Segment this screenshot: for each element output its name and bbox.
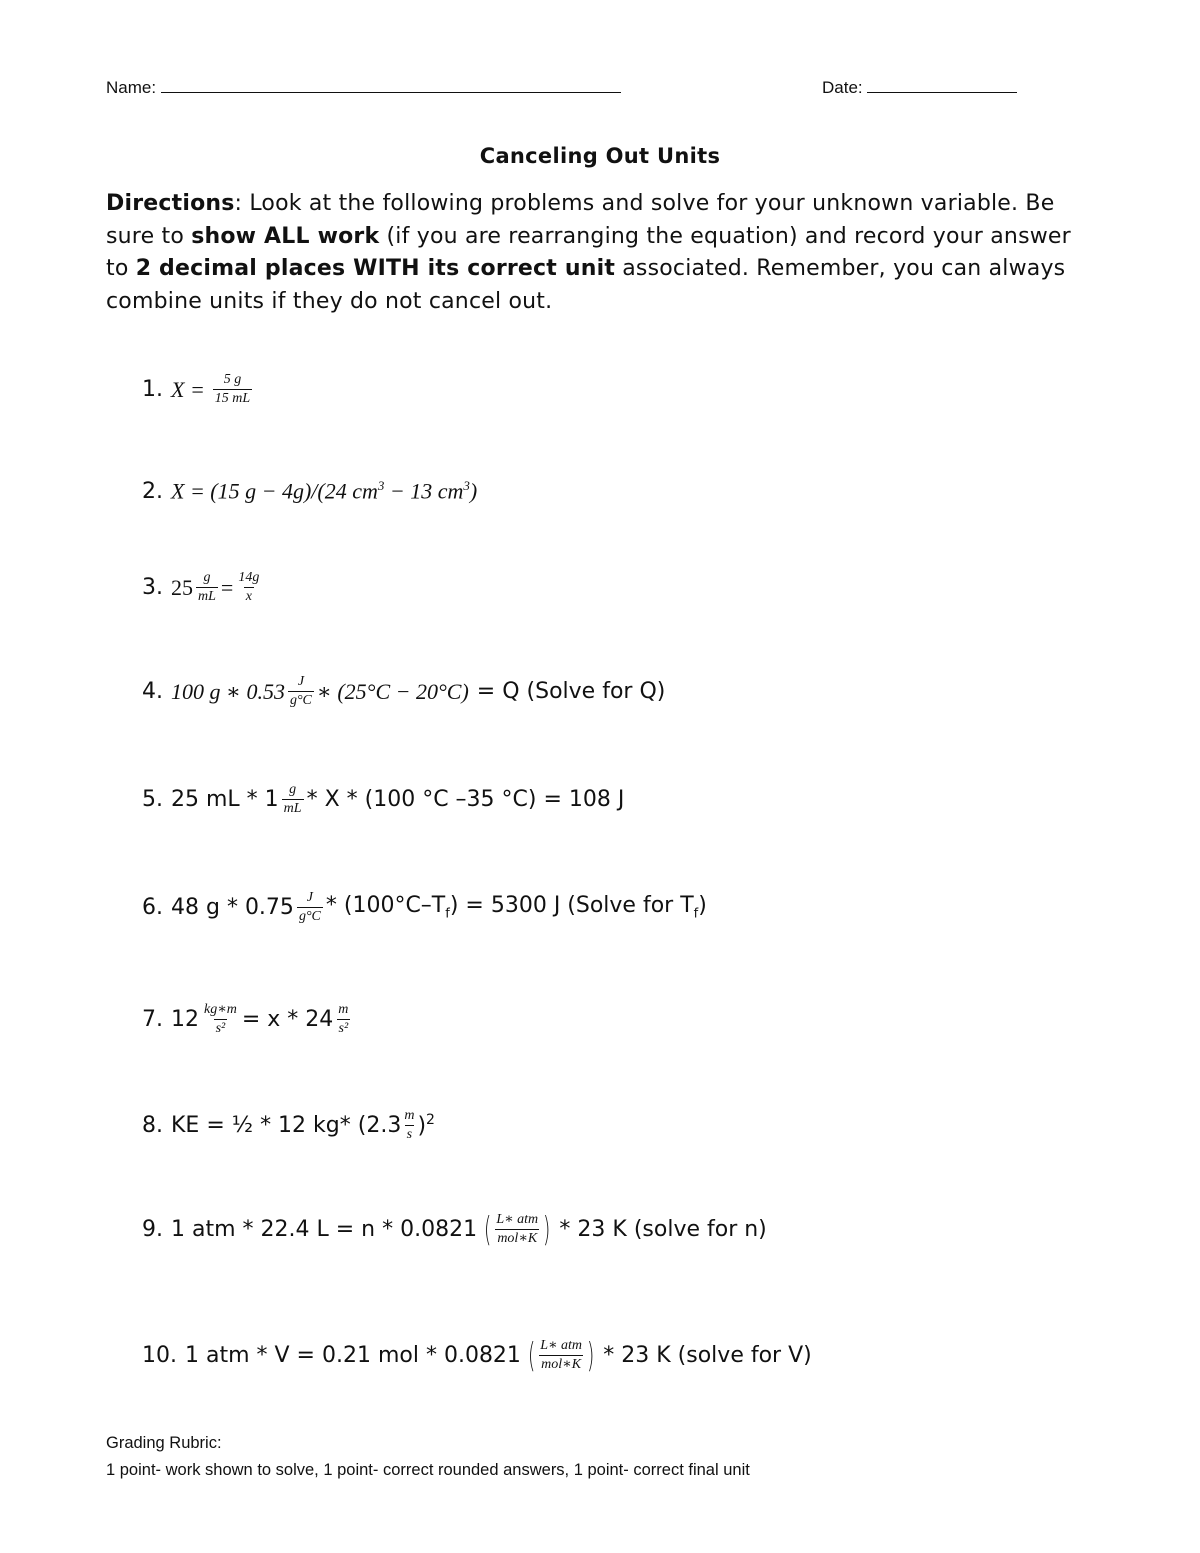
fraction (202, 1002, 239, 1037)
fraction-denominator: mol∗K (541, 1357, 582, 1372)
date-line (822, 74, 1017, 98)
directions-bold-1: show ALL work (191, 223, 380, 249)
problem-expression: * X * (100 °C –35 °C) = 108 J (306, 787, 625, 812)
fraction-denominator: mol∗K (497, 1231, 538, 1246)
problem-expression: = x * 24 (241, 1007, 334, 1032)
fraction (196, 570, 218, 605)
problem-9 (142, 1209, 767, 1250)
fraction-numerator: m (404, 1108, 415, 1123)
problem-expression: X = (15 g − 4g)/(24 $cm^3 - 13$ $cm^3$) (171, 478, 478, 504)
problem-3 (142, 570, 264, 605)
problem-number: 9. (142, 1217, 163, 1242)
problem-lhs: X = (171, 376, 205, 402)
fraction-denominator: mL (198, 589, 216, 604)
problem-10 (142, 1335, 812, 1376)
problem-expression: 1 atm * V = 0.21 mol * 0.0821 (185, 1343, 521, 1368)
problem-number: 3. (142, 575, 163, 600)
problem-1 (142, 372, 255, 407)
problem-7 (142, 1002, 353, 1037)
rubric-text: 1 point- work shown to solve, 1 point- correct rounded answers, 1 point- correct final unit (106, 1461, 750, 1479)
problem-2 (142, 478, 477, 504)
fraction (213, 372, 252, 407)
fraction (282, 782, 304, 817)
problem-expression: * $(100^\circ C-T_f) = 5300$ J (Solve for $T_f$) (325, 893, 707, 922)
directions-bold-2: 2 decimal places WITH its correct unit (135, 256, 616, 281)
problem-expression: * 23 K (solve for n) (559, 1217, 767, 1242)
problem-expression: )$^2$ (417, 1112, 435, 1139)
rubric-title: Grading Rubric: (106, 1434, 222, 1452)
problem-expression: 100 g ∗ 0.53 (171, 678, 285, 704)
problem-expression: KE = ½ * 12 kg* (2.3 (171, 1113, 402, 1138)
fraction-denominator: s² (215, 1021, 226, 1036)
problem-5 (142, 782, 624, 817)
grading-rubric (106, 1430, 750, 1484)
fraction-denominator: s² (338, 1021, 349, 1036)
fraction (288, 674, 314, 709)
fraction-numerator: J (306, 890, 314, 905)
problem-expression: 48 g * 0.75 (171, 895, 294, 920)
fraction (538, 1338, 584, 1373)
problem-expression: * 23 K (solve for V) (603, 1343, 812, 1368)
name-line (106, 74, 621, 98)
fraction-numerator: L∗ atm (540, 1338, 583, 1353)
problem-8 (142, 1108, 435, 1143)
fraction-numerator: 5 g (223, 372, 242, 387)
fraction-denominator: g°C (289, 693, 312, 708)
fraction-numerator: 14g (238, 570, 260, 585)
page-title: Canceling Out Units (479, 144, 721, 168)
date-label: Date: (822, 78, 863, 97)
problem-4 (142, 674, 665, 709)
fraction-numerator: J (297, 674, 305, 689)
right-paren: ) (543, 1209, 551, 1250)
equals-sign: = (220, 574, 234, 600)
problem-number: 1. (142, 377, 163, 402)
problem-number: 2. (142, 478, 163, 504)
fraction (494, 1212, 540, 1247)
fraction (297, 890, 323, 925)
fraction-denominator: g°C (298, 909, 321, 924)
problem-expression: = Q (Solve for Q) (476, 679, 666, 704)
left-paren: ( (484, 1209, 492, 1250)
directions-text-3: associated. Remember, you can always combine units if they do not cancel out. (106, 256, 1066, 314)
fraction-denominator: x (245, 589, 252, 604)
problem-number: 10. (142, 1343, 177, 1368)
name-blank[interactable] (161, 74, 621, 93)
directions-text-2: (if you are rearranging the equation) and record your answer to (106, 223, 1071, 281)
directions-text-1: : Look at the following problems and solve for your unknown variable. Be sure to (106, 191, 1055, 249)
problem-expression: 25 mL * 1 (171, 787, 279, 812)
problem-number: 5. (142, 787, 163, 812)
fraction-numerator: g (203, 570, 211, 585)
problem-coefficient: 12 (171, 1007, 199, 1032)
fraction-denominator: s (406, 1127, 413, 1142)
problem-number: 7. (142, 1007, 163, 1032)
fraction-numerator: m (338, 1002, 349, 1017)
problem-number: 8. (142, 1113, 163, 1138)
fraction (336, 1002, 350, 1037)
problem-expression: ∗ (25°C − 20°C) (316, 678, 469, 704)
problem-coefficient: 25 (171, 574, 193, 600)
left-paren: ( (527, 1335, 536, 1376)
fraction-numerator: kg∗m (204, 1002, 237, 1017)
fraction (236, 570, 261, 605)
fraction (402, 1108, 416, 1143)
fraction-denominator: 15 mL (214, 391, 251, 406)
problem-number: 6. (142, 895, 163, 920)
fraction-denominator: mL (283, 801, 302, 816)
fraction-numerator: g (289, 782, 297, 797)
date-blank[interactable] (867, 74, 1017, 93)
problem-number: 4. (142, 679, 163, 704)
problem-6 (142, 890, 707, 925)
name-label: Name: (106, 78, 157, 97)
right-paren: ) (587, 1335, 595, 1376)
fraction-numerator: L∗ atm (496, 1212, 539, 1227)
problem-expression: 1 atm * 22.4 L = n * 0.0821 (171, 1217, 478, 1242)
directions (106, 188, 1096, 318)
directions-label: Directions (106, 191, 235, 216)
